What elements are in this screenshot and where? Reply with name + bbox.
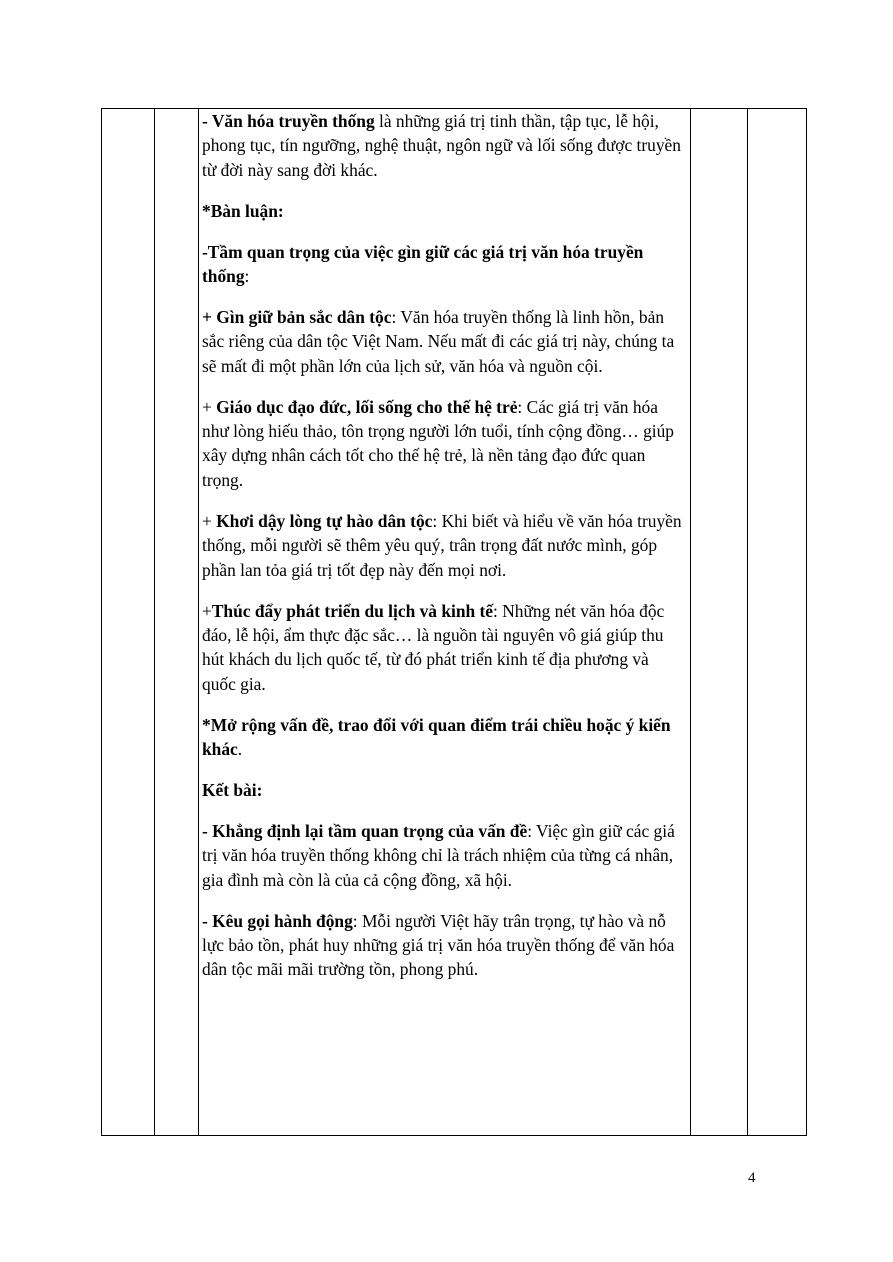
paragraph: - Văn hóa truyền thống là những giá trị tinh thần, tập tục, lễ hội, phong tục, tín ngưỡng, nghệ thuật, ngôn ngữ và lối sống được truyền từ đời này sang đời khác. (202, 111, 681, 180)
paragraph: - Khẳng định lại tầm quan trọng của vấn đề: Việc gìn giữ các giá trị văn hóa truyền thống không chỉ là trách nhiệm của từng cá nhân, gia đình mà còn là của cả cộng đồng, xã hội. (202, 820, 675, 890)
bold-heading: *Bàn luận: (202, 200, 284, 221)
table-row (102, 109, 807, 1136)
paragraph (202, 199, 684, 223)
content-cell (199, 109, 691, 1136)
bold-heading: -Tầm quan trọng của việc gìn giữ các giá trị văn hóa truyền thống (202, 241, 644, 287)
table-cell-empty (102, 109, 155, 1136)
paragraph: + Khơi dậy lòng tự hào dân tộc: Khi biết và hiểu về văn hóa truyền thống, mỗi người sẽ thêm yêu quý, trân trọng đất nước mình, góp phần lan tỏa giá trị tốt đẹp này đến mọi nơi. (202, 510, 682, 580)
bold-heading: Kết bài: (202, 779, 263, 800)
paragraph: + Giáo dục đạo đức, lối sống cho thế hệ trẻ: Các giá trị văn hóa như lòng hiếu thảo, tôn trọng người lớn tuổi, tính cộng đồng… giúp xây dựng nhân cách tốt cho thế hệ trẻ, là nền tảng đạo đức quan trọng. (202, 396, 674, 490)
bold-heading: - Khẳng định lại tầm quan trọng của vấn đề (202, 820, 528, 841)
bold-heading: Giáo dục đạo đức, lối sống cho thế hệ trẻ (216, 396, 518, 417)
bold-heading: Thúc đẩy phát triển du lịch và kinh tế (211, 600, 494, 621)
paragraph: +Thúc đẩy phát triển du lịch và kinh tế: Những nét văn hóa độc đáo, lễ hội, ẩm thực đặc sắc… là nguồn tài nguyên vô giá giúp thu hút khách du lịch quốc tế, từ đó phát triển kinh tế địa phương và quốc gia. (202, 600, 665, 694)
bold-heading: *Mở rộng vấn đề, trao đổi với quan điểm trái chiều hoặc ý kiến khác (202, 714, 671, 760)
page-number: 4 (748, 1170, 756, 1186)
bold-heading: + Gìn giữ bản sắc dân tộc (202, 306, 392, 327)
table-cell-empty (155, 109, 199, 1136)
bold-heading: - Văn hóa truyền thống (202, 111, 375, 131)
paragraph (202, 778, 684, 802)
table-cell-empty (691, 109, 748, 1136)
bold-heading: Khơi dậy lòng tự hào dân tộc (216, 510, 433, 531)
paragraph: - Kêu gọi hành động: Mỗi người Việt hãy trân trọng, tự hào và nỗ lực bảo tồn, phát huy những giá trị văn hóa truyền thống để văn hóa dân tộc mãi mãi trường tồn, phong phú. (202, 910, 675, 980)
paragraph: -Tầm quan trọng của việc gìn giữ các giá trị văn hóa truyền thống: (202, 241, 644, 287)
lesson-table (101, 108, 807, 1136)
table-cell-empty (748, 109, 807, 1136)
bold-heading: - Kêu gọi hành động (202, 910, 353, 931)
paragraph: *Mở rộng vấn đề, trao đổi với quan điểm trái chiều hoặc ý kiến khác. (202, 714, 671, 760)
paragraph: + Gìn giữ bản sắc dân tộc: Văn hóa truyền thống là linh hồn, bản sắc riêng của dân tộc Việt Nam. Nếu mất đi các giá trị này, chúng ta sẽ mất đi một phần lớn của lịch sử, văn hóa và nguồn cội. (202, 306, 675, 376)
